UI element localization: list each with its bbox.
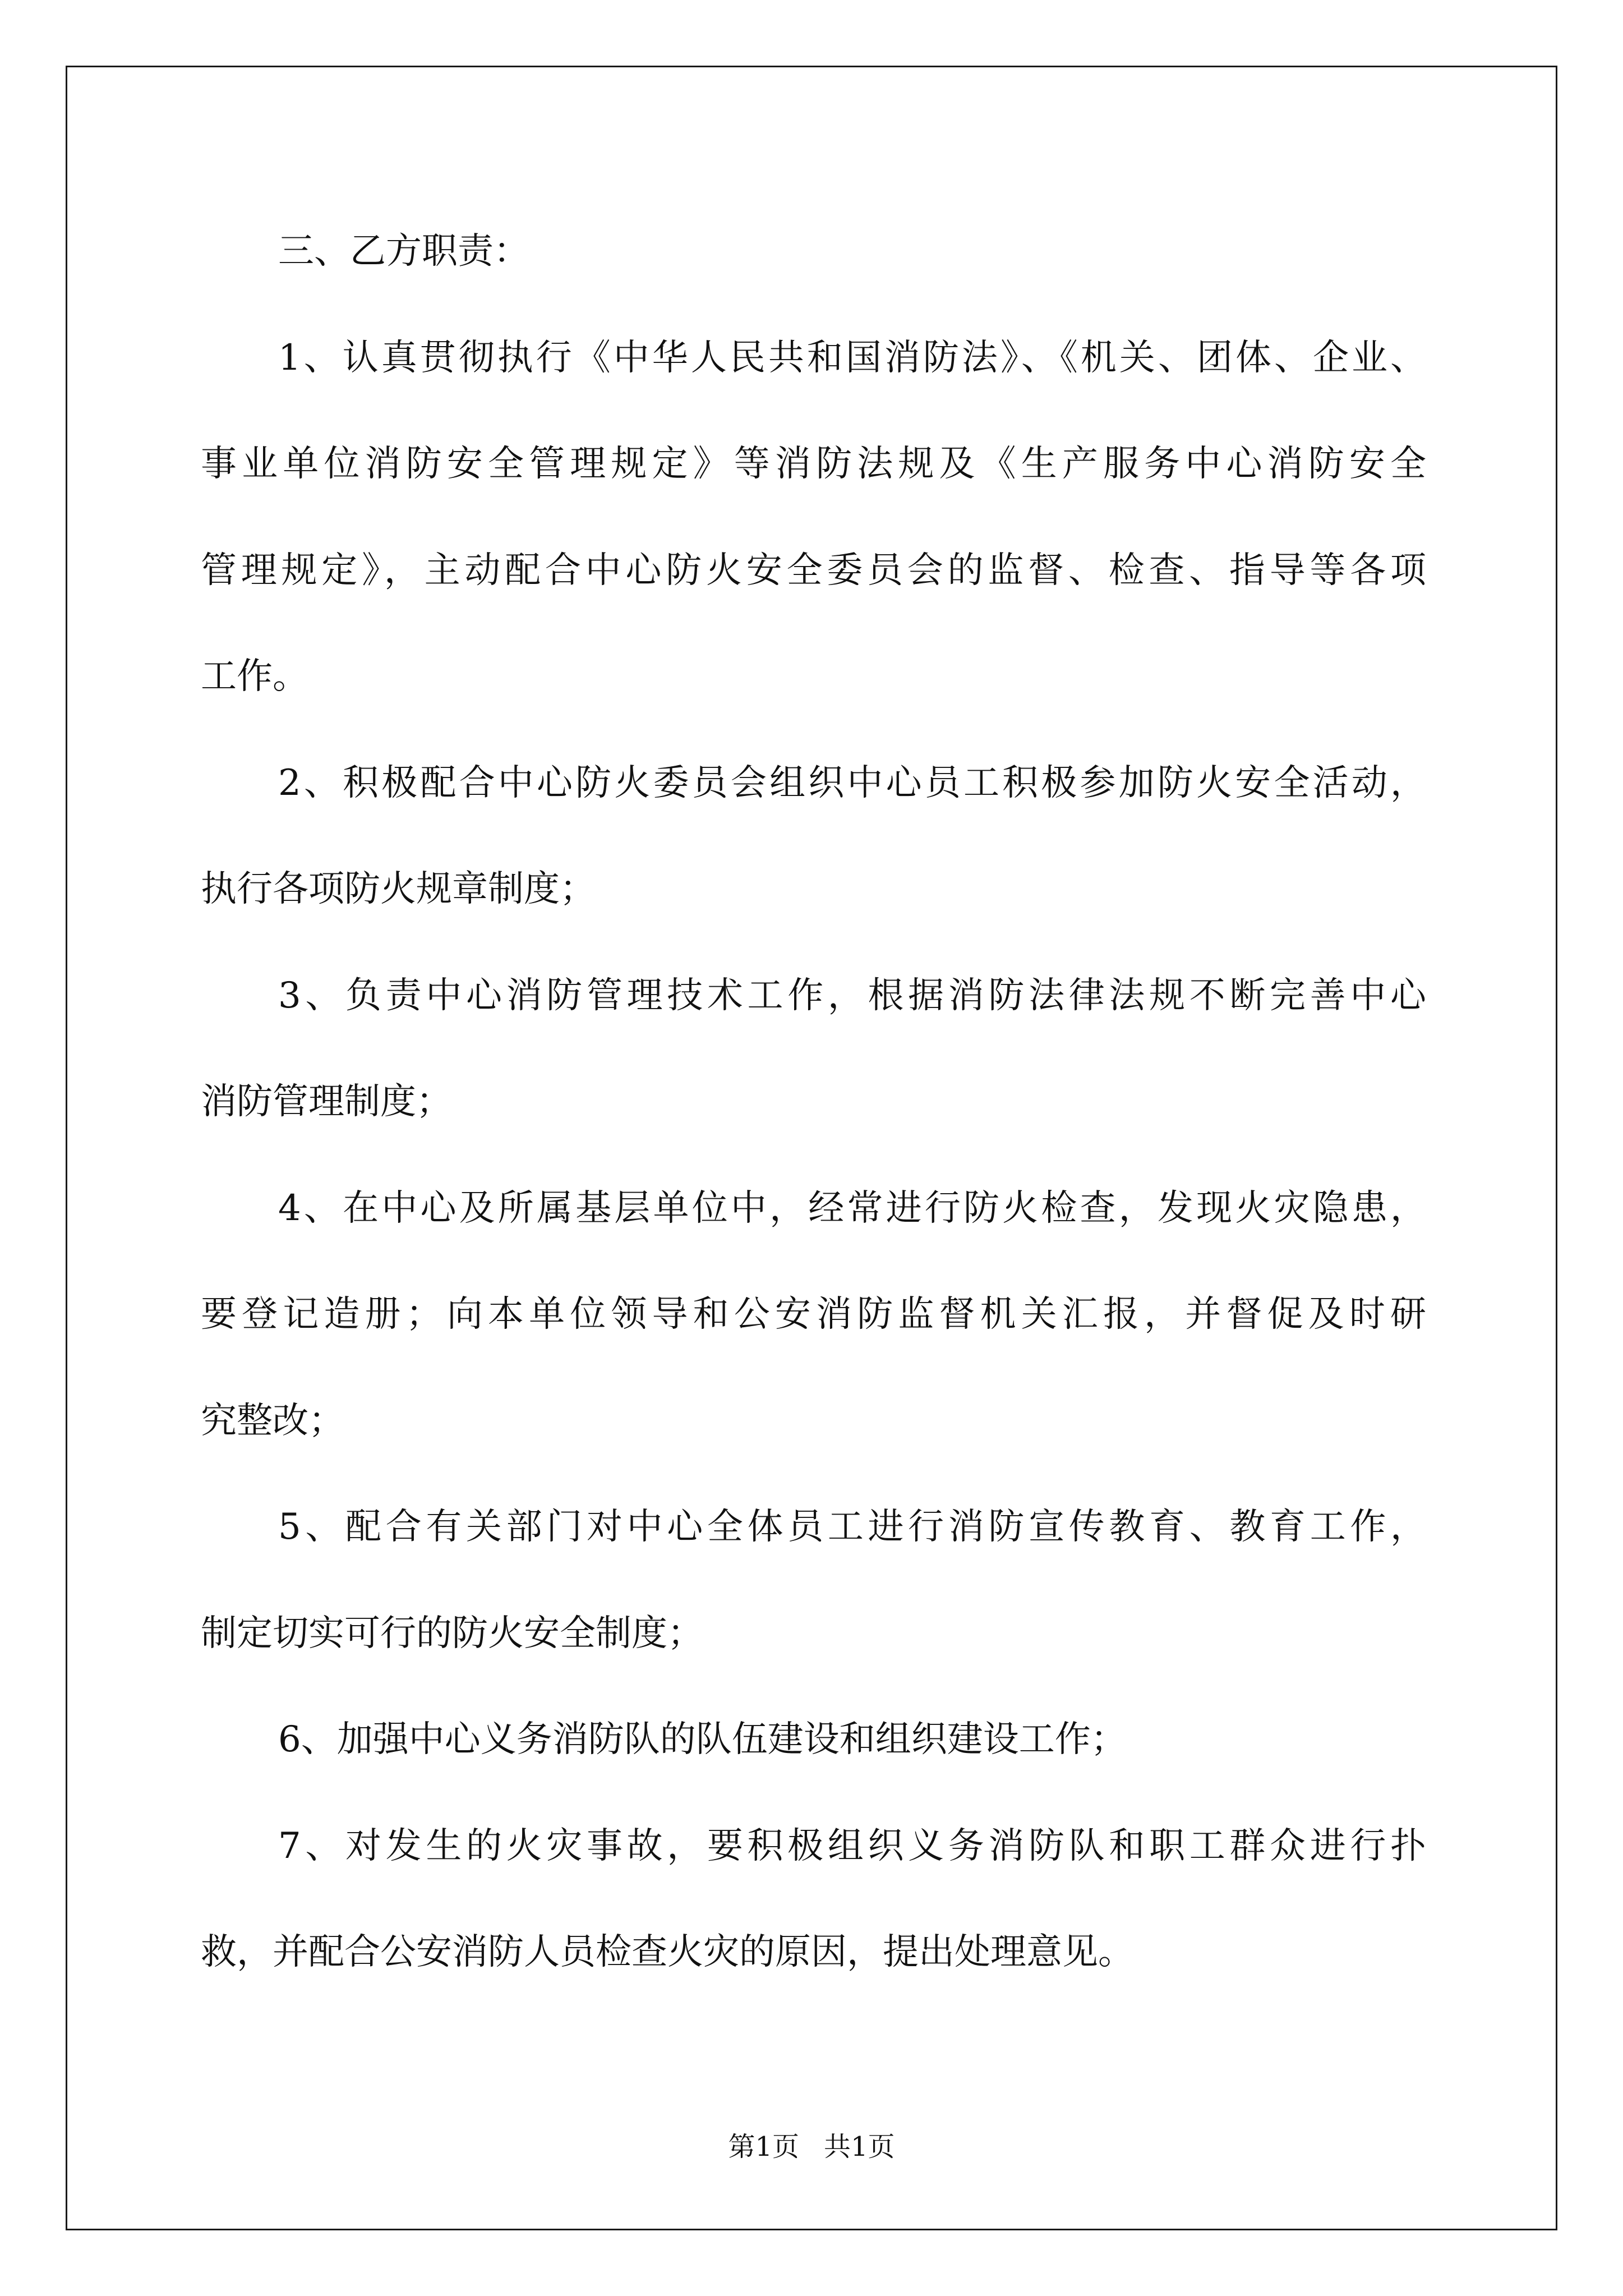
text-line: 救，并配合公安消防人员检查火灾的原因，提出处理意见。 — [201, 1931, 1134, 1973]
text-line: 5、配合有关部门对中心全体员工进行消防宣传教育、教育工作， — [278, 1506, 1426, 1548]
text-line: 2、积极配合中心防火委员会组织中心员工积极参加防火安全活动， — [278, 762, 1426, 804]
text-line: 要登记造册；向本单位领导和公安消防监督机关汇报，并督促及时研 — [201, 1294, 1426, 1335]
text-line: 执行各项防火规章制度； — [201, 868, 596, 910]
document-body — [201, 199, 1426, 2006]
text-line: 4、在中心及所属基层单位中，经常进行防火检查，发现火灾隐患， — [278, 1187, 1426, 1229]
page-number-total: 共1页 — [824, 2131, 895, 2162]
paragraph-item-5 — [201, 1474, 1426, 1687]
text-line: 工作。 — [201, 656, 308, 697]
text-line: 7、对发生的火灾事故，要积极组织义务消防队和职工群众进行扑 — [278, 1825, 1426, 1867]
text-line: 1、认真贯彻执行《中华人民共和国消防法》、《机关、团体、企业、 — [278, 337, 1426, 379]
text-line: 管理规定》，主动配合中心防火安全委员会的监督、检查、指导等各项 — [201, 549, 1426, 591]
text-line: 三、乙方职责： — [278, 231, 529, 272]
paragraph-item-7 — [201, 1793, 1426, 2006]
section-heading — [201, 199, 1426, 305]
page-number-current: 第1页 — [728, 2131, 799, 2162]
text-line: 消防管理制度； — [201, 1081, 452, 1122]
text-line: 究整改； — [201, 1400, 344, 1442]
paragraph-item-1 — [201, 305, 1426, 730]
text-line: 制定切实可行的防火安全制度； — [201, 1612, 703, 1654]
paragraph-item-6 — [201, 1687, 1426, 1793]
text-line: 事业单位消防安全管理规定》等消防法规及《生产服务中心消防安全 — [201, 443, 1426, 485]
text-line: 6、加强中心义务消防队的队伍建设和组织建设工作； — [278, 1719, 1127, 1760]
paragraph-item-4 — [201, 1156, 1426, 1475]
page-footer — [0, 2130, 1623, 2164]
paragraph-item-3 — [201, 943, 1426, 1156]
text-line: 3、负责中心消防管理技术工作，根据消防法律法规不断完善中心 — [278, 974, 1426, 1016]
paragraph-item-2 — [201, 730, 1426, 943]
